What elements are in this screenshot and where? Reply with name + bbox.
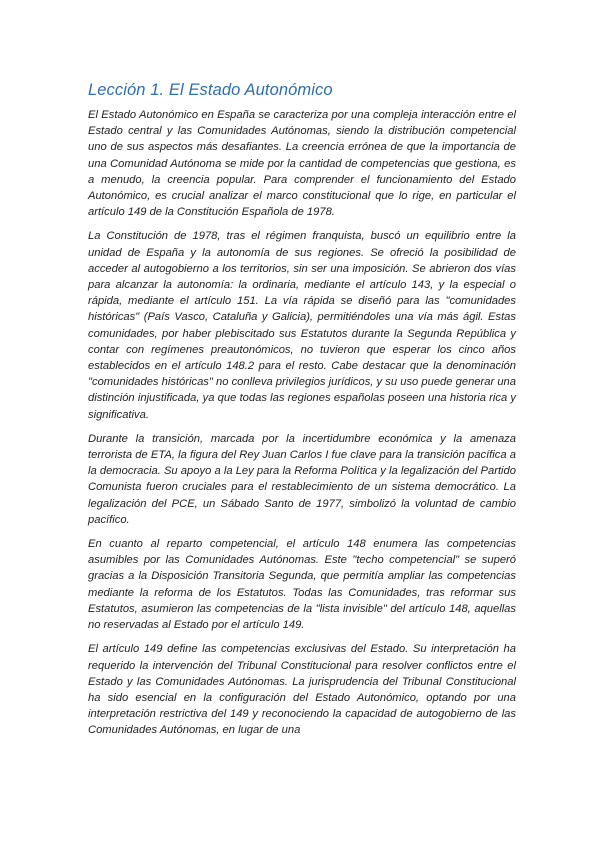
document-body xyxy=(88,80,516,747)
paragraph-constitution-1978: La Constitución de 1978, tras el régimen franquista, buscó un equilibrio entre la unidad de España y la autonomía de sus regiones. Se ofreció la posibilidad de acceder al autogobierno a los territorios, sin ser una imposición. Se abrieron dos vías para alcanzar la autonomía: la ordinaria, mediante el artículo 143, y la especial o rápida, mediante el artículo 151. La vía rápida se diseñó para las "comunidades históricas" (País Vasco, Cataluña y Galicia), permitiéndoles una vía más ágil. Estas comunidades, por haber plebiscitado sus Estatutos durante la Segunda República y contar con regímenes preautonómicos, no tuvieron que esperar los cinco años establecidos en el artículo 148.2 para el resto. Cabe destacar que la denominación "comunidades históricas" no conlleva privilegios jurídicos, y su uso puede generar una distinción injustificada, ya que todas las regiones españolas poseen una historia rica y significativa. xyxy=(88,230,516,421)
paragraph-article-149: El artículo 149 define las competencias exclusivas del Estado. Su interpretación ha requerido la intervención del Tribunal Constitucional para resolver conflictos entre el Estado y las Comunidades Autónomas. La jurisprudencia del Tribunal Constitucional ha sido esencial en la configuración del Estado Autonómico, optando por una interpretación restrictiva del 149 y reconociendo la capacidad de autogobierno de las Comunidades Autónomas, en lugar de una xyxy=(88,643,516,737)
paragraph-transition: Durante la transición, marcada por la incertidumbre económica y la amenaza terrorista de ETA, la figura del Rey Juan Carlos I fue clave para la transición pacífica a la democracia. Su apoyo a la Ley para la Reforma Política y la legalización del Partido Comunista fueron cruciales para el restablecimiento de un sistema democrático. La legalización del PCE, un Sábado Santo de 1977, simbolizó la voluntad de cambio pacífico. xyxy=(88,432,516,526)
paragraph-competences-148: En cuanto al reparto competencial, el artículo 148 enumera las competencias asumibles por las Comunidades Autónomas. Este "techo competencial" se superó gracias a la Disposición Transitoria Segunda, que permitía ampliar las competencias mediante la reforma de los Estatutos. Todas las Comunidades, tras reformar sus Estatutos, asumieron las competencias de la "lista invisible" del artículo 148, aquellas no reservadas al Estado por el artículo 149. xyxy=(88,538,516,632)
paragraph-intro: El Estado Autonómico en España se caracteriza por una compleja interacción entre el Estado central y las Comunidades Autónomas, siendo la distribución competencial uno de sus aspectos más desafiantes. La creencia errónea de que la importancia de una Comunidad Autónoma se mide por la cantidad de competencias que gestiona, es a menudo, la creencia popular. Para comprender el funcionamiento del Estado Autonómico, es crucial analizar el marco constitucional que lo rige, en particular el artículo 149 de la Constitución Española de 1978. xyxy=(88,109,516,219)
lesson-title: Lección 1. El Estado Autonómico xyxy=(88,81,333,99)
